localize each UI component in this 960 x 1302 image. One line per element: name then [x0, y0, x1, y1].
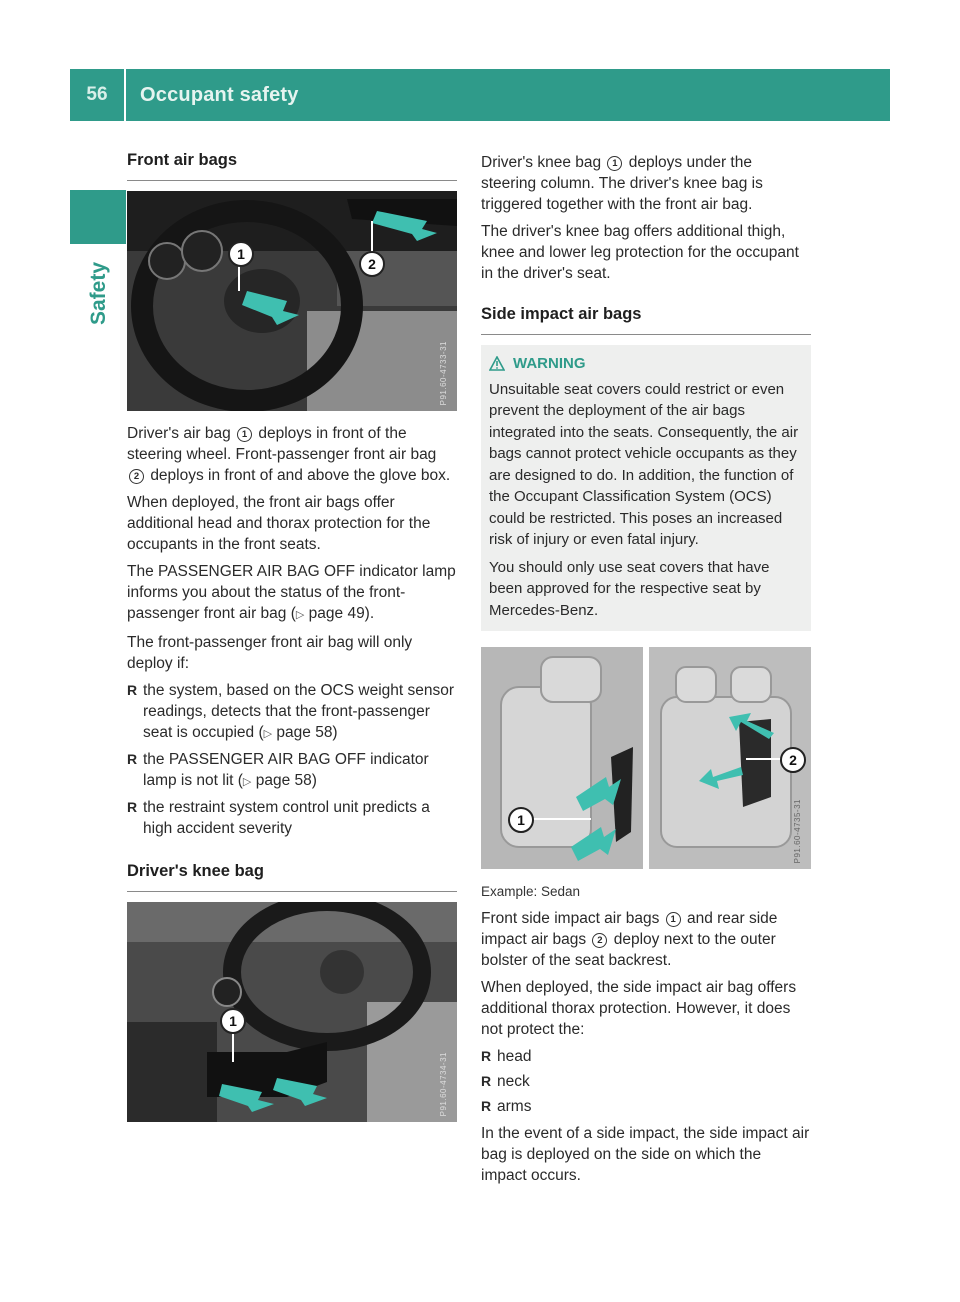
list-item: R head: [481, 1046, 811, 1067]
side-impact-heading: Side impact air bags: [481, 304, 811, 335]
page-number: 56: [70, 69, 126, 121]
list-item: R the restraint system control unit predicts a high accident severity: [127, 797, 457, 839]
warning-text-1: Unsuitable seat covers could restrict or even prevent the deployment of the air bags integrated into the seats. Consequently, the air bags cannot protect vehicle occupants as they are designed to do. In addition, the function of the Occupant Classification System (OCS) could be restricted. This poses an increased risk of injury or even fatal injury.: [489, 380, 799, 548]
callout-2: 2: [780, 747, 806, 773]
callout-2: 2: [359, 251, 385, 277]
paragraph-front-3: The PASSENGER AIR BAG OFF indicator lamp informs you about the status of the front-passenger front air bag (▷ page 49).: [127, 563, 456, 622]
knee-bag-heading: Driver's knee bag: [127, 861, 457, 892]
paragraph-front-2: When deployed, the front air bags offer additional head and thorax protection for the occupants in the front seats.: [127, 494, 431, 553]
list-item: R the PASSENGER AIR BAG OFF indicator lamp is not lit (▷ page 58): [127, 749, 457, 793]
side-air-bags-figure: [481, 647, 811, 869]
figure-caption: Example: Sedan: [481, 884, 581, 899]
ref-2-icon: 2: [129, 469, 144, 484]
front-air-bags-figure: [127, 191, 457, 411]
page-ref-58[interactable]: page 58): [255, 772, 317, 789]
paragraph-knee-2: The driver's knee bag offers additional thigh, knee and lower leg protection for the occupant in the driver's seat.: [481, 223, 799, 282]
warning-text-2: You should only use seat covers that have been approved for the respective seat by Mercedes-Benz.: [489, 558, 770, 619]
deploy-conditions-list: [127, 680, 457, 839]
dashboard-illustration: [127, 191, 457, 411]
paragraph-front-1: Driver's air bag 1 deploys in front of the steering wheel. Front-passenger front air bag 2 deploys in front of and above the glove box.: [127, 425, 451, 484]
seats-illustration: [481, 647, 811, 869]
figure-code: P91.60-4733-31: [439, 340, 448, 405]
warning-triangle-icon: [489, 356, 505, 371]
paragraph-knee-1: Driver's knee bag 1 deploys under the steering column. The driver's knee bag is triggered together with the front air bag.: [481, 154, 763, 213]
page-ref-49[interactable]: page 49).: [308, 605, 375, 622]
knee-bag-illustration: [127, 902, 457, 1122]
page-ref-icon: ▷: [263, 728, 273, 740]
list-item: R neck: [481, 1071, 811, 1092]
not-protected-list: [481, 1046, 811, 1117]
page-title: Occupant safety: [140, 83, 299, 106]
page-ref-icon: ▷: [295, 609, 305, 621]
callout-1: 1: [220, 1008, 246, 1034]
front-air-bags-heading: Front air bags: [127, 150, 457, 181]
right-column: [481, 152, 811, 1192]
knee-bag-figure: [127, 902, 457, 1122]
callout-1: 1: [228, 241, 254, 267]
page-ref-icon: ▷: [242, 776, 252, 788]
callout-1: 1: [508, 807, 534, 833]
section-tab-safety: Safety: [87, 261, 110, 325]
ref-1-icon: 1: [666, 912, 681, 927]
ref-1-icon: 1: [237, 427, 252, 442]
paragraph-side-1: Front side impact air bags 1 and rear side impact air bags 2 deploy next to the outer bolster of the seat backrest.: [481, 910, 778, 969]
warning-header: [489, 353, 803, 375]
paragraph-side-3: In the event of a side impact, the side impact air bag is deployed on the side on which the impact occurs.: [481, 1125, 810, 1184]
paragraph-front-4: The front-passenger front air bag will only deploy if:: [127, 634, 413, 672]
left-column: [127, 150, 457, 1134]
ref-1-icon: 1: [607, 156, 622, 171]
list-item: R the system, based on the OCS weight sensor readings, detects that the front-passenger seat is occupied (▷ page 58): [127, 680, 457, 745]
warning-label: WARNING: [513, 355, 586, 372]
figure-code: P91.60-4735-31: [793, 798, 802, 863]
ref-2-icon: 2: [592, 933, 607, 948]
section-marker: [70, 190, 126, 244]
paragraph-side-2: When deployed, the side impact air bag offers additional thorax protection. However, it does not protect the:: [481, 979, 797, 1038]
page-ref-58[interactable]: page 58): [276, 724, 338, 741]
list-item: R arms: [481, 1096, 811, 1117]
figure-code: P91.60-4734-31: [439, 1051, 448, 1116]
warning-box: [481, 345, 811, 631]
